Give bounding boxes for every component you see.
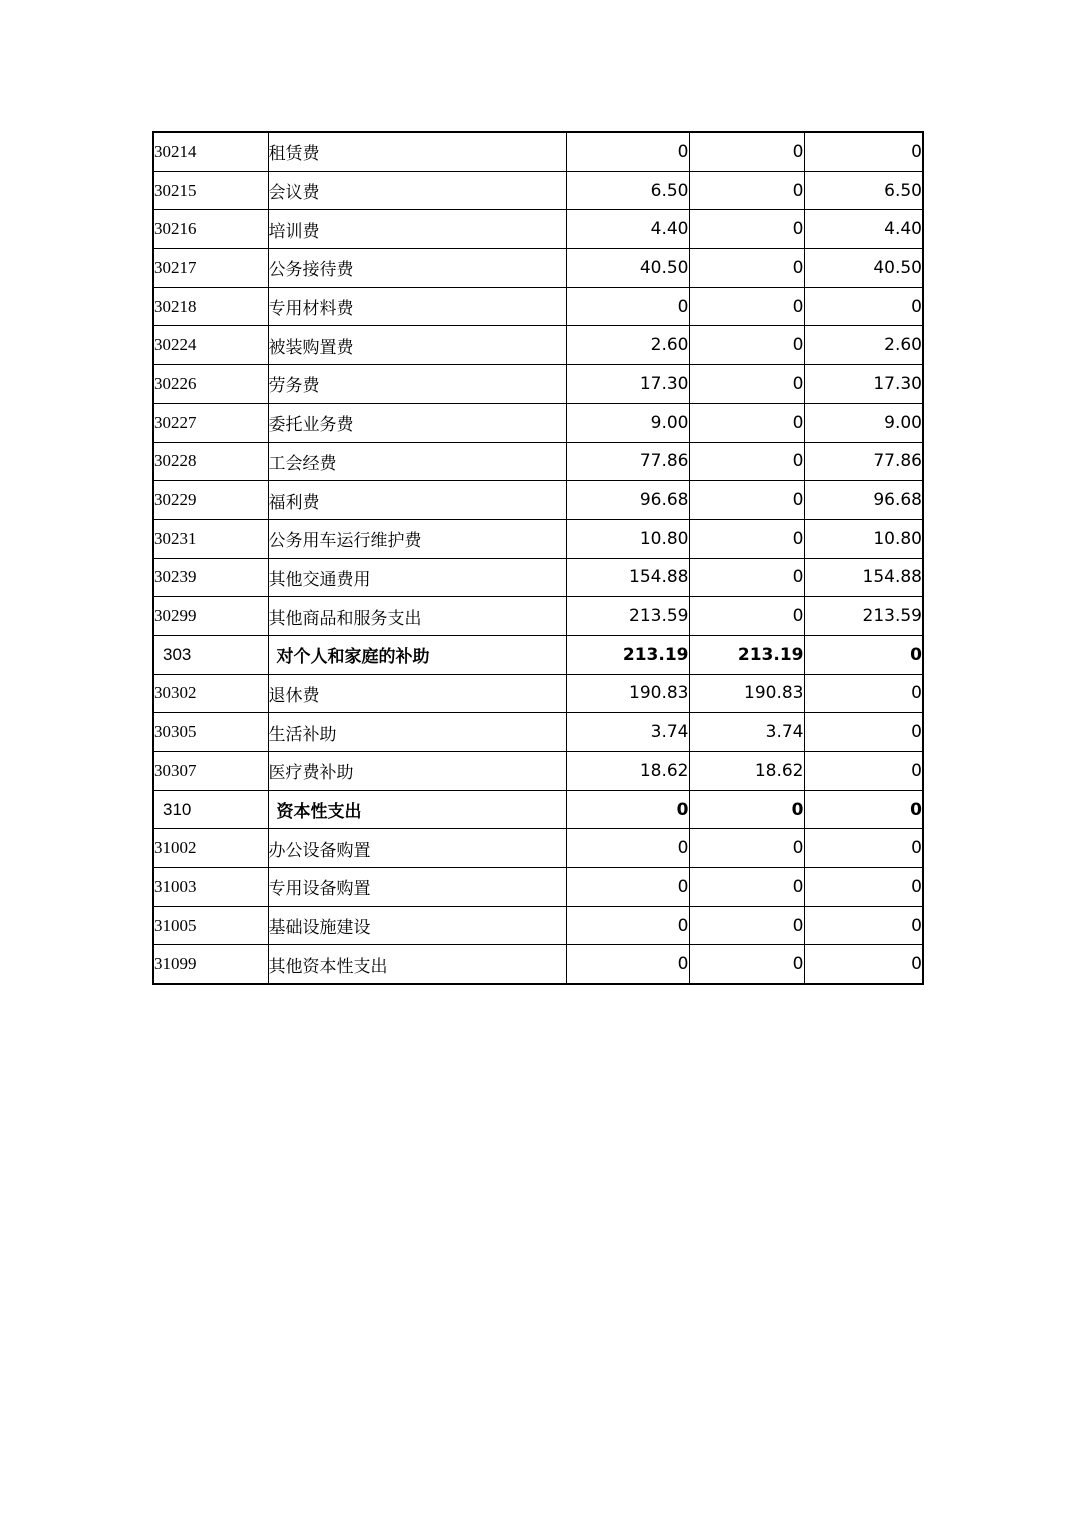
item-value-2: 0 (792, 954, 804, 975)
item-name: 福利费 (268, 492, 320, 512)
item-value-3: 0 (911, 838, 922, 859)
item-name-cell (268, 635, 566, 674)
item-name-cell (268, 558, 566, 597)
item-code-cell (153, 481, 268, 520)
item-value-2-cell (689, 481, 804, 520)
item-value-3: 4.40 (884, 219, 922, 240)
item-code-cell (153, 171, 268, 210)
table-row (153, 326, 923, 365)
item-name-cell (268, 906, 566, 945)
item-value-3: 0 (911, 915, 922, 936)
item-value-1: 9.00 (650, 412, 689, 433)
item-value-1-cell (566, 868, 689, 907)
item-code-cell (153, 790, 268, 829)
item-value-3-cell (804, 287, 923, 326)
item-value-3: 0 (910, 799, 922, 820)
item-value-2-cell (689, 829, 804, 868)
item-name: 专用材料费 (268, 299, 354, 319)
item-value-2: 0 (792, 373, 804, 394)
item-value-1-cell (566, 790, 689, 829)
item-value-3-cell (804, 945, 923, 984)
item-value-1-cell (566, 945, 689, 984)
item-value-2-cell (689, 365, 804, 404)
item-value-3: 6.50 (884, 180, 922, 201)
item-name: 公务用车运行维护费 (268, 531, 422, 551)
item-name: 培训费 (268, 221, 320, 241)
item-code-cell (153, 674, 268, 713)
table-row (153, 519, 923, 558)
item-value-1-cell (566, 171, 689, 210)
item-value-1: 4.40 (650, 219, 689, 240)
item-value-2: 0 (792, 180, 804, 201)
item-code-cell (153, 635, 268, 674)
item-code: 31005 (154, 915, 197, 935)
item-value-3-cell (804, 829, 923, 868)
item-code: 30229 (154, 490, 197, 510)
item-value-1: 96.68 (639, 490, 689, 511)
item-code: 31002 (154, 838, 197, 858)
item-name: 劳务费 (268, 376, 320, 396)
item-value-1: 10.80 (639, 528, 689, 549)
item-value-3-cell (804, 906, 923, 945)
item-code: 30218 (154, 296, 197, 316)
item-value-2-cell (689, 442, 804, 481)
item-code: 30307 (154, 760, 197, 780)
item-value-2: 18.62 (754, 760, 804, 781)
item-value-2: 0 (791, 799, 804, 820)
item-value-3: 40.50 (873, 257, 922, 278)
item-name: 公务接待费 (268, 260, 354, 280)
item-value-3: 77.86 (873, 451, 922, 472)
item-code-cell (153, 906, 268, 945)
item-code-cell (153, 558, 268, 597)
item-value-1: 2.60 (650, 335, 689, 356)
item-value-3: 96.68 (873, 490, 922, 511)
item-value-1-cell (566, 442, 689, 481)
table-row (153, 171, 923, 210)
item-value-1: 40.50 (639, 257, 689, 278)
item-name-cell (268, 481, 566, 520)
item-value-3-cell (804, 326, 923, 365)
item-value-3: 0 (911, 722, 922, 743)
item-code-cell (153, 597, 268, 636)
item-value-1: 0 (677, 296, 689, 317)
item-name: 其他交通费用 (268, 569, 371, 589)
table-row (153, 403, 923, 442)
item-value-3: 0 (911, 141, 922, 162)
item-value-1-cell (566, 829, 689, 868)
table-row (153, 210, 923, 249)
item-name-cell (268, 171, 566, 210)
item-value-3: 10.80 (873, 528, 922, 549)
item-value-3-cell (804, 442, 923, 481)
table-row (153, 829, 923, 868)
item-name-cell (268, 674, 566, 713)
item-code: 30239 (154, 567, 197, 587)
item-value-2: 0 (792, 335, 804, 356)
item-value-2-cell (689, 906, 804, 945)
item-value-2: 0 (792, 141, 804, 162)
item-name: 工会经费 (268, 453, 337, 473)
item-value-2-cell (689, 287, 804, 326)
item-value-1: 0 (677, 838, 689, 859)
item-value-1-cell (566, 365, 689, 404)
item-code: 30217 (154, 257, 197, 277)
item-name: 医疗费补助 (268, 763, 354, 783)
item-code: 303 (163, 644, 192, 664)
item-name: 其他商品和服务支出 (268, 608, 422, 628)
item-value-3: 2.60 (884, 335, 922, 356)
item-value-3-cell (804, 210, 923, 249)
table-row (153, 674, 923, 713)
item-value-2-cell (689, 210, 804, 249)
item-code: 30228 (154, 451, 197, 471)
item-code-cell (153, 752, 268, 791)
item-value-3: 9.00 (884, 412, 922, 433)
item-code-cell (153, 403, 268, 442)
item-value-2-cell (689, 132, 804, 171)
item-value-1: 154.88 (629, 567, 689, 588)
item-code: 30227 (154, 412, 197, 432)
item-name: 基础设施建设 (268, 918, 371, 938)
item-name: 被装购置费 (268, 337, 354, 357)
item-value-3-cell (804, 790, 923, 829)
item-name-cell (268, 210, 566, 249)
table-row (153, 635, 923, 674)
item-value-2-cell (689, 945, 804, 984)
expenditure-table (152, 131, 924, 985)
table-row (153, 868, 923, 907)
item-value-1-cell (566, 597, 689, 636)
item-name-cell (268, 249, 566, 288)
item-code-cell (153, 829, 268, 868)
table-row (153, 713, 923, 752)
item-value-1: 3.74 (650, 722, 689, 743)
table-row (153, 906, 923, 945)
table-row (153, 249, 923, 288)
item-value-2: 0 (792, 567, 804, 588)
item-code: 30216 (154, 219, 197, 239)
item-value-1-cell (566, 326, 689, 365)
item-value-1-cell (566, 906, 689, 945)
item-value-3: 0 (911, 954, 922, 975)
item-name: 委托业务费 (268, 415, 354, 435)
item-value-3-cell (804, 481, 923, 520)
item-value-2-cell (689, 249, 804, 288)
item-value-3-cell (804, 597, 923, 636)
item-value-3-cell (804, 519, 923, 558)
table-row (153, 558, 923, 597)
item-value-3: 154.88 (862, 567, 922, 588)
item-value-3: 213.59 (862, 606, 922, 627)
item-value-3-cell (804, 132, 923, 171)
item-code-cell (153, 519, 268, 558)
item-value-3-cell (804, 249, 923, 288)
item-value-3-cell (804, 171, 923, 210)
item-code-cell (153, 249, 268, 288)
item-code: 31003 (154, 876, 197, 896)
item-value-2-cell (689, 171, 804, 210)
item-value-3: 17.30 (873, 373, 922, 394)
item-value-3: 0 (910, 644, 922, 665)
item-value-2: 0 (792, 296, 804, 317)
item-value-3: 0 (911, 683, 922, 704)
item-value-2-cell (689, 519, 804, 558)
item-name: 专用设备购置 (268, 879, 371, 899)
item-name: 办公设备购置 (268, 840, 371, 860)
item-value-1: 0 (676, 799, 689, 820)
item-name-cell (268, 519, 566, 558)
table-row (153, 945, 923, 984)
item-value-3-cell (804, 558, 923, 597)
item-code-cell (153, 442, 268, 481)
item-value-1: 0 (677, 876, 689, 897)
item-name-cell (268, 326, 566, 365)
item-value-3-cell (804, 713, 923, 752)
item-value-1: 213.59 (629, 606, 689, 627)
item-value-3: 0 (911, 760, 922, 781)
item-value-2: 0 (792, 490, 804, 511)
item-value-2-cell (689, 597, 804, 636)
expenditure-table-body (153, 132, 923, 984)
item-value-1-cell (566, 481, 689, 520)
item-name-cell (268, 365, 566, 404)
item-name-cell (268, 597, 566, 636)
item-value-1: 0 (677, 954, 689, 975)
item-code-cell (153, 326, 268, 365)
item-value-2: 3.74 (765, 722, 804, 743)
item-value-1-cell (566, 752, 689, 791)
item-value-2-cell (689, 713, 804, 752)
item-value-1: 18.62 (639, 760, 689, 781)
item-value-1-cell (566, 249, 689, 288)
item-name-cell (268, 945, 566, 984)
item-name-cell (268, 713, 566, 752)
item-value-2: 0 (792, 412, 804, 433)
item-value-2-cell (689, 635, 804, 674)
item-code-cell (153, 287, 268, 326)
item-value-2: 0 (792, 606, 804, 627)
table-row (153, 287, 923, 326)
item-code: 30226 (154, 373, 197, 393)
table-row (153, 597, 923, 636)
item-name-cell (268, 829, 566, 868)
item-name-cell (268, 442, 566, 481)
item-code-cell (153, 132, 268, 171)
table-row (153, 365, 923, 404)
item-value-2-cell (689, 790, 804, 829)
item-value-1-cell (566, 210, 689, 249)
item-value-1-cell (566, 713, 689, 752)
item-code: 30299 (154, 606, 197, 626)
item-value-1: 6.50 (650, 180, 689, 201)
item-value-2-cell (689, 752, 804, 791)
item-code: 30302 (154, 683, 197, 703)
item-name-cell (268, 132, 566, 171)
item-code-cell (153, 365, 268, 404)
table-row (153, 790, 923, 829)
item-value-3-cell (804, 365, 923, 404)
item-value-2: 190.83 (744, 683, 804, 704)
item-value-3-cell (804, 868, 923, 907)
item-name-cell (268, 868, 566, 907)
item-value-2: 0 (792, 219, 804, 240)
item-value-2: 0 (792, 838, 804, 859)
item-value-2: 0 (792, 528, 804, 549)
table-row (153, 132, 923, 171)
item-code-cell (153, 868, 268, 907)
item-name: 退休费 (268, 685, 320, 705)
item-code-cell (153, 210, 268, 249)
item-value-1-cell (566, 519, 689, 558)
item-name-cell (268, 403, 566, 442)
item-name: 资本性支出 (276, 802, 362, 822)
item-code: 30214 (154, 141, 197, 161)
item-value-2-cell (689, 403, 804, 442)
item-value-2: 0 (792, 451, 804, 472)
item-value-1: 17.30 (639, 373, 689, 394)
item-value-1-cell (566, 287, 689, 326)
item-name-cell (268, 287, 566, 326)
item-value-2-cell (689, 558, 804, 597)
item-value-1-cell (566, 674, 689, 713)
item-value-3: 0 (911, 296, 922, 317)
item-value-2-cell (689, 674, 804, 713)
item-value-1: 0 (677, 141, 689, 162)
item-value-1: 77.86 (639, 451, 689, 472)
item-value-1: 0 (677, 915, 689, 936)
item-name: 租赁费 (268, 144, 320, 164)
item-value-1: 190.83 (629, 683, 689, 704)
item-value-2-cell (689, 326, 804, 365)
item-value-1-cell (566, 132, 689, 171)
item-name: 生活补助 (268, 724, 337, 744)
item-code: 30305 (154, 722, 197, 742)
table-row (153, 752, 923, 791)
table-row (153, 442, 923, 481)
item-value-3-cell (804, 674, 923, 713)
item-code: 30224 (154, 335, 197, 355)
item-value-1-cell (566, 558, 689, 597)
item-value-3-cell (804, 752, 923, 791)
item-value-2: 213.19 (737, 644, 804, 665)
item-code: 30231 (154, 528, 197, 548)
item-value-1-cell (566, 635, 689, 674)
item-code-cell (153, 713, 268, 752)
item-name: 对个人和家庭的补助 (276, 647, 430, 667)
item-code: 30215 (154, 180, 197, 200)
item-value-2: 0 (792, 915, 804, 936)
item-value-2: 0 (792, 257, 804, 278)
item-code-cell (153, 945, 268, 984)
item-code: 31099 (154, 954, 197, 974)
item-value-2-cell (689, 868, 804, 907)
item-name-cell (268, 790, 566, 829)
item-name: 其他资本性支出 (268, 956, 388, 976)
item-value-3-cell (804, 635, 923, 674)
item-value-1-cell (566, 403, 689, 442)
item-name-cell (268, 752, 566, 791)
item-value-3-cell (804, 403, 923, 442)
item-value-2: 0 (792, 876, 804, 897)
item-value-1: 213.19 (622, 644, 689, 665)
item-code: 310 (163, 799, 192, 819)
item-value-3: 0 (911, 876, 922, 897)
item-name: 会议费 (268, 183, 320, 203)
table-row (153, 481, 923, 520)
